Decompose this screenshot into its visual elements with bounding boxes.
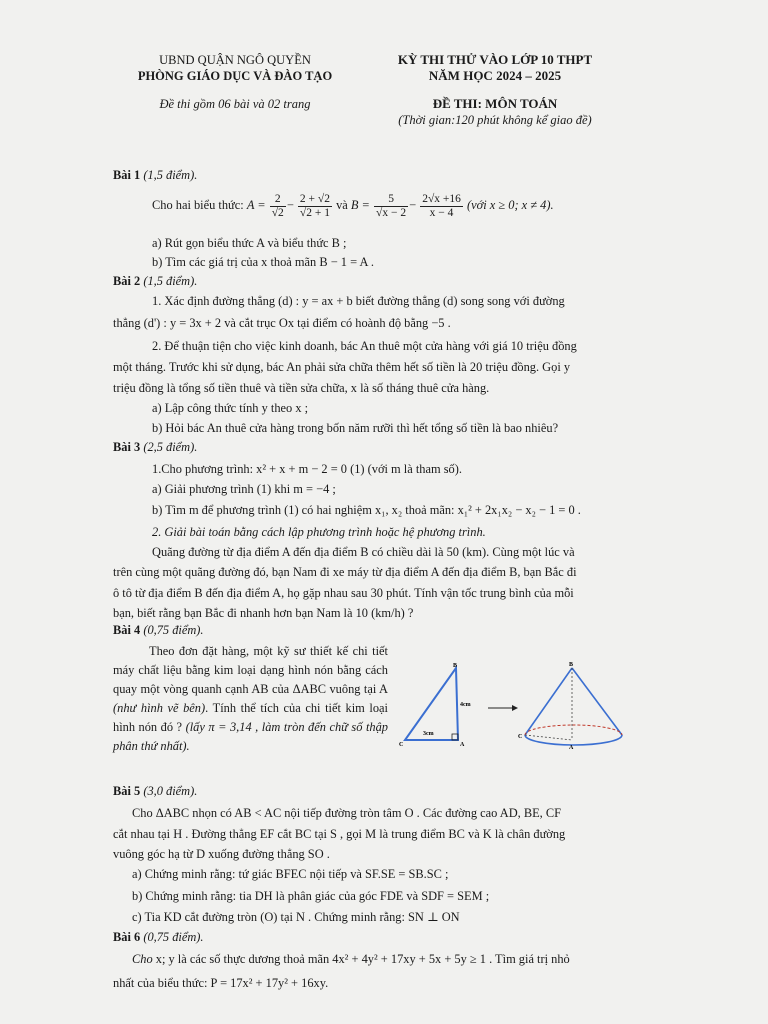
page-count-note: Đề thi gồm 06 bài và 02 trang <box>159 97 311 111</box>
bai4-text-italic: (như hình vẽ bên) <box>113 701 206 715</box>
fig-label-3cm: 3cm <box>423 731 434 737</box>
bai2-p2-line1: 2. Để thuận tiện cho việc kinh doanh, bác An thuê một cửa hàng với giá 10 triệu đồng <box>152 339 577 353</box>
cone-label-c: C <box>518 734 523 740</box>
bai3-p2: 2. Giải bài toán bằng cách lập phương trình hoặc hệ phương trình. <box>152 525 486 539</box>
bai3-points: (2,5 điểm). <box>143 440 198 454</box>
bai4-heading <box>113 623 653 638</box>
frac-den: x − 4 <box>429 206 454 219</box>
frac-num: 2√x +16 <box>422 192 461 205</box>
bai5-title: Bài 5 <box>113 784 141 798</box>
bai6-cho: Cho <box>132 952 153 966</box>
bai6-title: Bài 6 <box>113 930 141 944</box>
bai5-heading <box>113 784 653 799</box>
expr-a-label: A = <box>246 198 266 212</box>
header-right <box>360 52 630 128</box>
fig-label-4cm: 4cm <box>460 702 471 708</box>
frac-den: √2 + 1 <box>299 206 330 219</box>
bai2-title: Bài 2 <box>113 274 141 288</box>
bai5-line2: cắt nhau tại H . Đường thẳng EF cắt BC tại S , gọi M là trung điểm BC và K là chân đường <box>113 827 566 841</box>
duration: (Thời gian:120 phút không kể giao đề) <box>398 113 592 127</box>
bai1-points: (1,5 điểm). <box>143 168 198 182</box>
cone-base-back <box>525 725 622 735</box>
bai3-line3: ô tô từ địa điểm B đến địa điểm A, họ gặp nhau sau 30 phút. Tính vận tốc trung bình của mỗi <box>113 586 574 600</box>
fig-label-a: A <box>460 742 465 748</box>
frac-num: 2 + √2 <box>299 192 330 205</box>
bai1-expressions: Cho hai biểu thức: A = $\frac{2}{√2}$ − $\frac{2 + √2}{√2 + 1}$ và B = $\frac{5}{√x - 2}$ − $\frac{2√x +16}{x - 4}$ (với x ≥ 0; x ≠ 4). <box>152 192 554 219</box>
bai4-title: Bài 4 <box>113 623 141 637</box>
bai2-p2-line3: triệu đồng là tổng số tiền thuê và tiền sửa chữa, x là số tháng thuê cửa hàng. <box>113 381 490 395</box>
bai4-points: (0,75 điểm). <box>143 623 204 637</box>
bai5-points: (3,0 điểm). <box>143 784 198 798</box>
arrow-head <box>512 705 518 711</box>
bai6-line1 <box>132 952 672 967</box>
bai6-heading <box>113 930 653 945</box>
department-name: PHÒNG GIÁO DỤC VÀ ĐÀO TẠO <box>137 69 333 83</box>
expr-a-frac1 <box>270 193 286 220</box>
header-left <box>110 52 360 112</box>
bai2-points: (1,5 điểm). <box>143 274 198 288</box>
bai4-text-3: (lấy π = 3,14 , làm tròn đến chữ số thập phân thứ nhất). <box>113 720 388 753</box>
bai2-part-a: a) Lập công thức tính y theo x ; <box>152 401 309 415</box>
expr-a-frac2 <box>298 193 332 220</box>
school-year: NĂM HỌC 2024 – 2025 <box>428 68 562 83</box>
frac-num: 2 <box>270 193 286 207</box>
bai2-part-b: b) Hỏi bác An thuê cửa hàng trong bốn năm rưỡi thì hết tổng số tiền là bao nhiêu? <box>152 421 559 435</box>
cone-label-a: A <box>569 745 574 750</box>
bai4-text <box>113 642 388 756</box>
bai3-line1: Quãng đường từ địa điểm A đến địa điểm B có chiều dài là 50 (km). Cùng một lúc và <box>152 545 575 559</box>
bai2-heading <box>113 274 653 289</box>
bai3-heading <box>113 440 653 455</box>
bai5-part-a: a) Chứng minh rằng: tứ giác BFEC nội tiếp và SF.SE = SB.SC ; <box>132 867 449 881</box>
cone-label-b: B <box>569 662 574 668</box>
bai3-part-b: b) Tìm m để phương trình (1) có hai nghiệm x₁, x₂ thoả mãn: x₁² + 2x₁x₂ − x₂ − 1 = 0 . <box>152 503 581 517</box>
bai1-part-b: b) Tìm các giá trị của x thoả mãn B − 1 = A . <box>152 255 374 269</box>
frac-den: √2 <box>271 206 284 219</box>
bai4-text-1: Theo đơn đặt hàng, một kỹ sư thiết kế chi tiết máy chất liệu bằng kim loại dạng hình nón bằng cách quay một vòng quanh cạnh AB của ΔABC vuông tại A <box>113 644 388 696</box>
bai4-figure <box>396 660 636 750</box>
bai4-text-2: . Tính thể tích của chi tiết kim loại hình nón đó ? <box>113 701 388 734</box>
triangle-abc <box>405 668 458 740</box>
bai1-heading <box>113 168 653 183</box>
cone-base-front <box>525 735 622 745</box>
bai1-intro: Cho hai biểu thức: <box>152 198 244 212</box>
bai6-line2: nhất của biểu thức: P = 17x² + 17y² + 16xy. <box>113 976 329 990</box>
expr-b-frac1 <box>374 193 408 220</box>
bai5-part-b: b) Chứng minh rằng: tia DH là phân giác của góc FDE và SDF = SEM ; <box>132 889 490 903</box>
expr-condition: (với x ≥ 0; x ≠ 4). <box>466 198 554 212</box>
bai3-line2: trên cùng một quãng đường đó, bạn Nam đi xe máy từ địa điểm A đến địa điểm B, bạn Bắc đi <box>113 565 577 579</box>
and-word: và <box>336 198 348 212</box>
bai3-title: Bài 3 <box>113 440 141 454</box>
bai6-points: (0,75 điểm). <box>143 930 204 944</box>
bai5-line1: Cho ΔABC nhọn có AB < AC nội tiếp đường tròn tâm O . Các đường cao AD, BE, CF <box>132 806 562 820</box>
exam-title: KỲ THI THỬ VÀO LỚP 10 THPT <box>397 52 593 67</box>
expr-b-label: B = <box>350 198 370 212</box>
bai2-p2-line2: một tháng. Trước khi sử dụng, bác An phải sửa chữa thêm hết số tiền là 20 triệu đồng. Gọi y <box>113 360 571 374</box>
bai3-line4: bạn, biết rằng bạn Bắc đi nhanh hơn bạn Nam là 10 (km/h) ? <box>113 606 414 620</box>
bai6-line1-text: x; y là các số thực dương thoả mãn 4x² + 4y² + 17xy + 5x + 5y ≥ 1 . Tìm giá trị nhỏ <box>152 952 570 966</box>
bai1-part-a: a) Rút gọn biểu thức A và biểu thức B ; <box>152 236 347 250</box>
bai5-part-c: c) Tia KD cắt đường tròn (O) tại N . Chứng minh rằng: SN ⊥ ON <box>132 910 460 924</box>
frac-num: 5 <box>374 193 408 207</box>
bai2-p1-line2: thẳng (d') : y = 3x + 2 và cắt trục Ox tại điểm có hoành độ bằng −5 . <box>113 316 451 330</box>
fig-label-b: B <box>453 663 458 669</box>
bai3-p1: 1.Cho phương trình: x² + x + m − 2 = 0 (1) (với m là tham số). <box>152 462 462 476</box>
bai1-title: Bài 1 <box>113 168 141 182</box>
frac-den: √x − 2 <box>376 206 407 219</box>
bai5-line3: vuông góc hạ từ D xuống đường thẳng SO . <box>113 847 330 861</box>
cone-radius <box>525 735 572 740</box>
bai3-part-a: a) Giải phương trình (1) khi m = −4 ; <box>152 482 336 496</box>
subject: ĐỀ THI: MÔN TOÁN <box>432 96 558 111</box>
fig-label-c: C <box>399 742 404 748</box>
bai2-p1-line1: 1. Xác định đường thẳng (d) : y = ax + b biết đường thẳng (d) song song với đường <box>152 294 565 308</box>
expr-b-frac2 <box>420 193 463 220</box>
district-name: UBND QUẬN NGÔ QUYỀN <box>159 53 311 67</box>
